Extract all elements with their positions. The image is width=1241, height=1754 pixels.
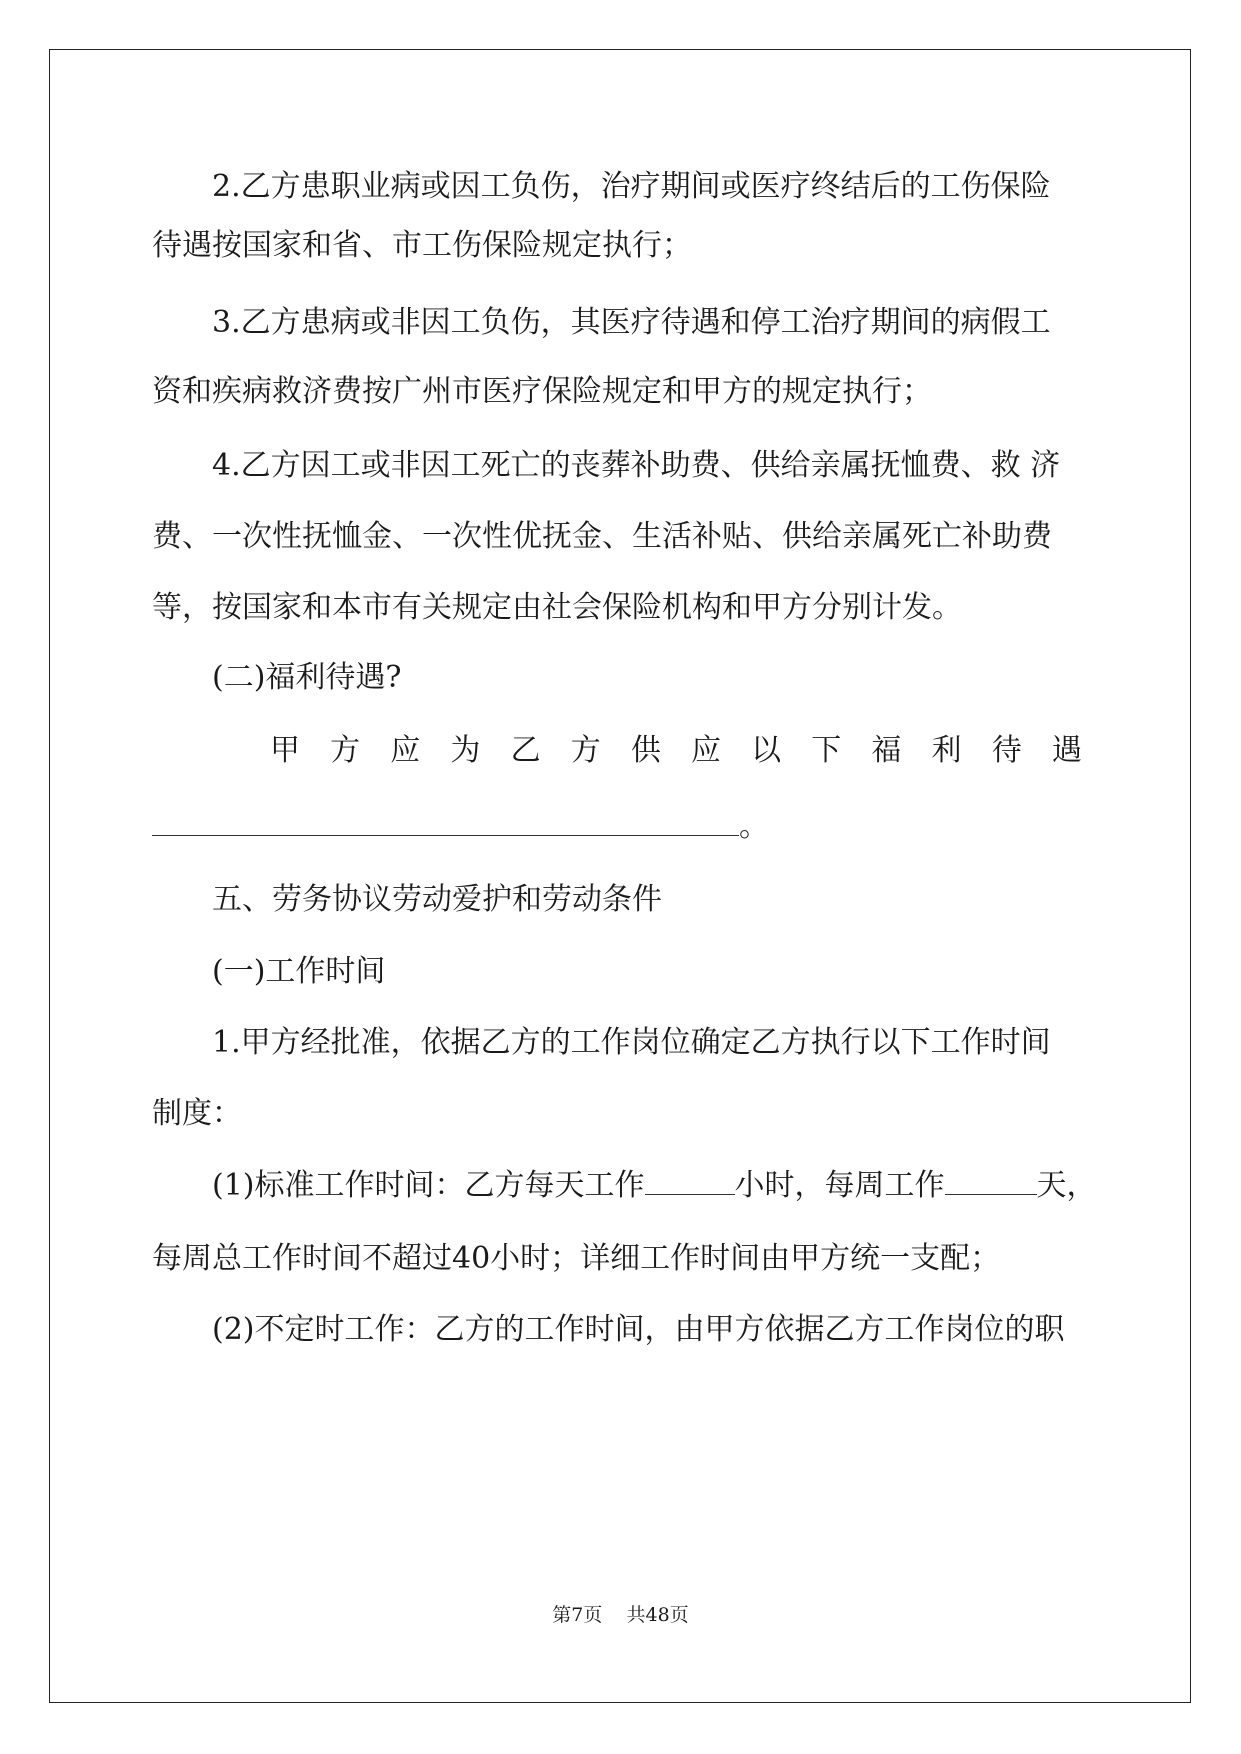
page-total: 共48页 xyxy=(626,1604,689,1626)
welfare-char: 为 xyxy=(450,733,481,768)
welfare-char: 以 xyxy=(751,733,782,768)
page-footer xyxy=(0,1603,1241,1627)
welfare-char: 方 xyxy=(570,733,601,768)
welfare-char: 福 xyxy=(871,733,902,768)
welfare-blank-line xyxy=(152,807,1082,847)
welfare-char: 遇 xyxy=(1051,733,1082,768)
standard-hours-text: 小时，每周工作 xyxy=(734,1168,945,1203)
welfare-char: 方 xyxy=(330,733,361,768)
welfare-heading: (二)福利待遇? xyxy=(212,660,402,695)
welfare-statement xyxy=(270,731,1082,771)
para-1-line1: 1.甲方经批准，依据乙方的工作岗位确定乙方执行以下工作时间 xyxy=(212,1025,1051,1060)
welfare-char: 应 xyxy=(390,733,421,768)
welfare-char: 供 xyxy=(630,733,661,768)
standard-hours-line1 xyxy=(212,1166,1097,1206)
standard-hours-text: 天， xyxy=(1036,1168,1097,1203)
para-3-line1: 3.乙方患病或非因工负伤，其医疗待遇和停工治疗期间的病假工 xyxy=(212,305,1051,340)
standard-hours-line2: 每周总工作时间不超过40小时；详细工作时间由甲方统一支配； xyxy=(152,1241,1001,1276)
worktime-heading: (一)工作时间 xyxy=(212,954,386,989)
para-4-line1: 4.乙方因工或非因工死亡的丧葬补助费、供给亲属抚恤费、救 济 xyxy=(212,448,1061,483)
hours-per-day-blank[interactable] xyxy=(645,1166,735,1195)
standard-hours-text: (1)标准工作时间：乙方每天工作 xyxy=(212,1168,645,1203)
welfare-char: 待 xyxy=(991,733,1022,768)
para-2-line1: 2.乙方患职业病或因工负伤，治疗期间或医疗终结后的工伤保险 xyxy=(212,169,1051,204)
page-border xyxy=(49,49,1191,1703)
para-4-line2: 费、一次性抚恤金、一次性优抚金、生活补贴、供给亲属死亡补助费 xyxy=(152,519,1052,554)
welfare-end-mark: 。 xyxy=(739,809,769,844)
section-5-heading: 五、劳务协议劳动爱护和劳动条件 xyxy=(212,882,662,917)
welfare-char: 利 xyxy=(931,733,962,768)
para-4-line3: 等，按国家和本市有关规定由社会保险机构和甲方分别计发。 xyxy=(152,590,962,625)
para-3-line2: 资和疾病救济费按广州市医疗保险规定和甲方的规定执行； xyxy=(152,374,932,409)
days-per-week-blank[interactable] xyxy=(945,1166,1037,1195)
irregular-hours-line1: (2)不定时工作：乙方的工作时间，由甲方依据乙方工作岗位的职 xyxy=(212,1312,1065,1347)
para-1-line2: 制度： xyxy=(152,1096,242,1131)
fill-in-blank[interactable] xyxy=(152,807,739,836)
page-number: 第7页 xyxy=(552,1604,603,1626)
welfare-char: 下 xyxy=(811,733,842,768)
welfare-char: 甲 xyxy=(270,733,300,768)
para-2-line2: 待遇按国家和省、市工伤保险规定执行； xyxy=(152,228,692,263)
welfare-char: 应 xyxy=(690,733,721,768)
welfare-char: 乙 xyxy=(510,733,541,768)
